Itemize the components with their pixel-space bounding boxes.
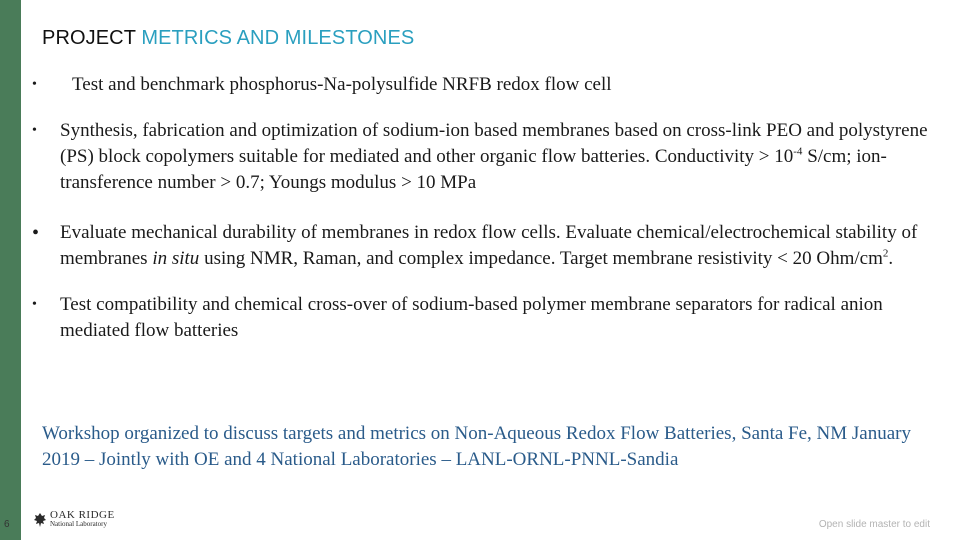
- bullet-icon: •: [32, 77, 37, 92]
- title-metrics: METRICS AND MILESTONES: [141, 27, 415, 49]
- logo-line2: National Laboratory: [50, 520, 107, 528]
- oak-leaf-icon: [33, 512, 47, 528]
- item-text: Evaluate mechanical durability of membranes in redox flow cells. Evaluate chemical/electrochemical stability of membranes: [60, 222, 918, 269]
- logo-line1: OAK RIDGE: [50, 509, 115, 521]
- sidebar-bar: [0, 0, 21, 540]
- item-superscript: -4: [793, 145, 803, 158]
- list-item: [30, 220, 935, 272]
- list-item: [30, 292, 935, 344]
- page-title: [42, 27, 414, 50]
- bullet-icon: •: [32, 123, 37, 138]
- item-italic: in situ: [152, 248, 200, 269]
- item-text: Test compatibility and chemical cross-over of sodium-based polymer membrane separators for radical anion mediated flow batteries: [60, 294, 883, 341]
- item-text: Synthesis, fabrication and optimization of sodium-ion based membranes based on cross-link PEO and polystyrene (PS) block copolymers suitable for mediated and other organic flow batteries. Conductivity > 10: [60, 120, 928, 167]
- title-project: PROJECT: [42, 27, 136, 49]
- list-item: [30, 118, 935, 196]
- item-text: using NMR, Raman, and complex impedance. Target membrane resistivity < 20 Ohm/cm: [199, 248, 883, 269]
- bullet-icon: •: [32, 297, 37, 312]
- bullet-list: [30, 72, 935, 364]
- workshop-note: Workshop organized to discuss targets and metrics on Non-Aqueous Redox Flow Batteries, Santa Fe, NM January 2019 – Jointly with OE and 4 National Laboratories – LANL-ORNL-PNNL-Sandia: [42, 423, 911, 470]
- list-item: [30, 72, 935, 98]
- bullet-icon: •: [32, 222, 40, 244]
- item-text: Test and benchmark phosphorus-Na-polysulfide NRFB redox flow cell: [72, 74, 612, 95]
- footer-note: Open slide master to edit: [818, 519, 930, 530]
- item-superscript: 2: [882, 247, 889, 260]
- ornl-logo: [33, 508, 115, 532]
- item-text: .: [888, 248, 894, 269]
- item-text: S/cm; ion-transference number > 0.7; Youngs modulus > 10 MPa: [60, 146, 887, 193]
- page-number: 6: [4, 519, 10, 530]
